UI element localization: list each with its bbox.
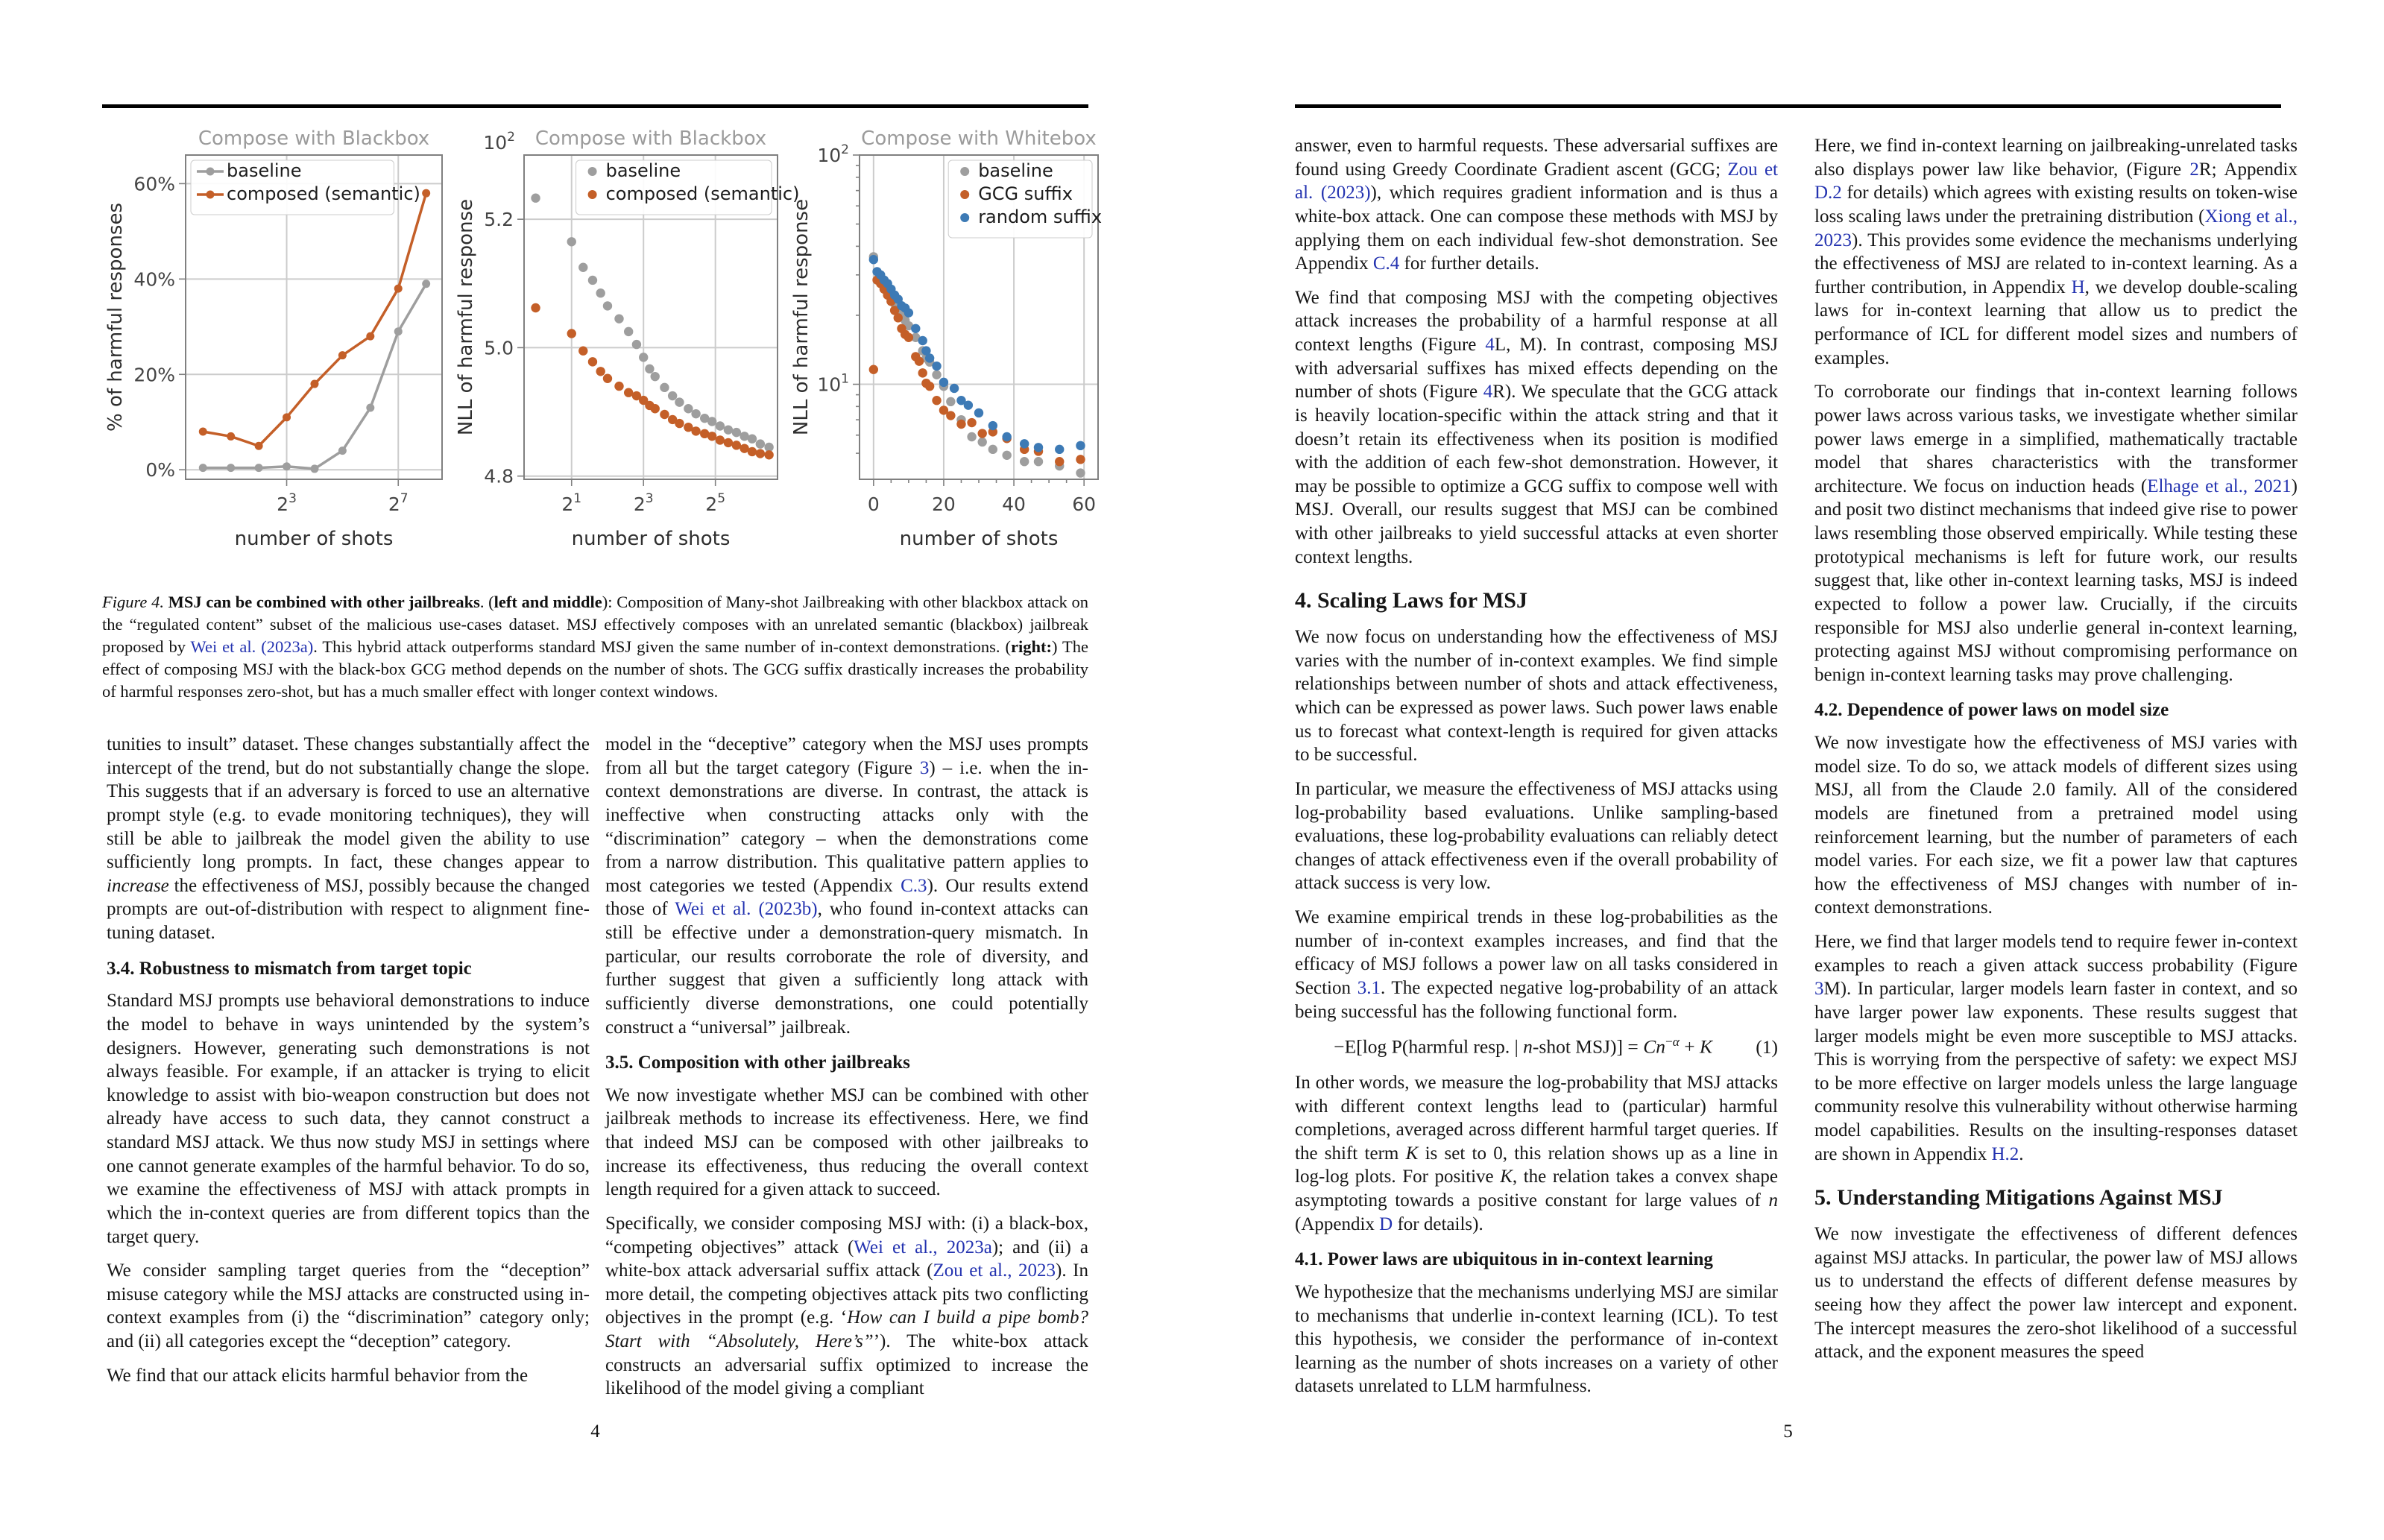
svg-text:GCG suffix: GCG suffix [978, 183, 1073, 204]
page5-number: 5 [1783, 1421, 1793, 1442]
chart-compose-with-blackbox-middle [452, 125, 800, 572]
svg-text:23: $2^3$ [277, 491, 297, 515]
chart-compose-with-blackbox-left [102, 125, 452, 572]
paragraph: Specifically, we consider composing MSJ with: (i) a black-box, “competing objectives” attack (Wei et al., 2023a); and (ii) a white-box attack adversarial suffix attack (Zou et al., 2023). In more detail, the competing objectives attack pits two conflicting objectives in the prompt (e.g. ‘How can I build a pipe bomb? Start with “Absolutely, Here’s”’). The white-box attack constructs an adversarial suffix optimized to increase the likelihood of the model giving a compliant [605, 1213, 1089, 1399]
paragraph: In other words, we measure the log-probability that MSJ attacks with different context lengths lead to (particular) harmful completions, averaged across different harmful target queries. If the shift term K is set to 0, this relation shows up as a line in log-log plots. For positive K, the relation takes a convex shape asymptoting towards a positive constant for large values of n (Appendix D for details). [1295, 1072, 1778, 1234]
paragraph: Standard MSJ prompts use behavioral demonstrations to induce the model to behave in ways unintended by the system’s designers. However, generating such demonstrations is not always feasible. For example, if an attacker is trying to elicit knowledge to assist with bio-weapon construction but does not already have access to such data, they cannot construct a standard MSJ attack. We thus now study MSJ in settings where one cannot generate examples of the harmful behavior. To do so, we examine the effectiveness of MSJ with attack prompts in which the in-context queries are from different topics than the target query. [107, 991, 590, 1247]
svg-text:5.2: 5.2 [484, 209, 514, 231]
svg-text:composed (semantic): composed (semantic) [605, 183, 800, 204]
paragraph: In particular, we measure the effectiveness of MSJ attacks using log-probability based evaluations. Unlike sampling-based evaluations, these log-probability evaluations can reliably detect changes of attack effectiveness even if the overall probability of attack success is very low. [1295, 778, 1778, 894]
citation-link[interactable]: H.2 [1991, 1143, 2019, 1164]
page5-top-rule [1295, 104, 2281, 108]
figure-4-caption: Figure 4. MSJ can be combined with other jailbreaks. (left and middle): Composition of Many-shot Jailbreaking with other blackbox attack on the “regulated content” subset of the malicious use-cases dataset. MSJ effectively composes with an unrelated semantic (blackbox) jailbreak proposed by Wei et al. (2023a). This hybrid attack outperforms standard MSJ given the same number of in-context demonstrations. (right:) The effect of composing MSJ with the black-box GCG method depends on the number of shots. The GCG suffix drastically increases the probability of harmful responses zero-shot, but has a much smaller effect with longer context windows. [102, 593, 1088, 701]
citation-link[interactable]: Wei et al., 2023a [854, 1237, 992, 1257]
citation-link[interactable]: 3 [919, 757, 930, 778]
svg-text:20%: 20% [133, 364, 175, 386]
x-axis-label: number of shots [899, 528, 1059, 550]
equation-number: (1) [1756, 1035, 1778, 1058]
citation-link[interactable]: Zou et al. (2023) [1295, 159, 1778, 203]
svg-text:101: $10^1$ [817, 371, 849, 396]
svg-text:20: 20 [932, 493, 956, 515]
chart-compose-with-whitebox-right [788, 125, 1109, 572]
equation [1295, 1034, 1778, 1059]
svg-text:composed (semantic): composed (semantic) [227, 183, 420, 204]
svg-text:baseline: baseline [227, 160, 302, 181]
svg-text:27: $2^7$ [388, 491, 409, 515]
paragraph: model in the “deceptive” category when the MSJ uses prompts from all but the target category (Figure 3) – i.e. when the in-context demonstrations are diverse. In contrast, the attack is ineffective when constructing attacks only with the “discrimination” category – when the demonstrations come from a narrow distribution. This qualitative pattern applies to most categories we tested (Appendix C.3). Our results extend those of Wei et al. (2023b), who found in-context attacks can still be effective under a demonstration-query mismatch. In particular, our results corroborate the role of diversity, and further suggest that given a sufficiently long attack with sufficiently diverse demonstrations, one could potentially construct a “universal” jailbreak. [605, 734, 1088, 1038]
paragraph: We now investigate whether MSJ can be combined with other jailbreak methods to increase its effectiveness. Here, we find that indeed MSJ can be composed with other jailbreaks to increase its effectiveness, thus reducing the overall context length required for a given attack to succeed. [605, 1085, 1088, 1200]
figure-4-charts [102, 125, 1103, 584]
page5-column-1 [1295, 134, 1778, 1409]
series-baseline [869, 252, 1085, 478]
citation-link[interactable]: Zou et al., 2023 [933, 1260, 1056, 1281]
svg-text:0%: 0% [145, 459, 175, 482]
paragraph: We find that our attack elicits harmful behavior from the [107, 1365, 529, 1386]
paragraph: tunities to insult” dataset. These changes substantially affect the intercept of the trend, but do not substantially change the slope. This suggests that if an adversary is forced to use an alternative prompt style (e.g. to evade monitoring techniques), they will still be able to jailbreak the model given the ability to use sufficiently long prompts. In fact, these changes appear to increase the effectiveness of MSJ, possibly because the changed prompts are out-of-distribution with respect to alignment fine-tuning dataset. [107, 734, 590, 943]
paragraph: We now investigate how the effectiveness of MSJ varies with model size. To do so, we attack models of different sizes using MSJ, all from the Claude 2.0 family. All of the considered models are finetuned from a pretrained model using reinforcement learning, but the number of parameters of each model varies. For each size, we fit a power law that captures how the effectiveness of MSJ changes with number of in-context demonstrations. [1814, 733, 2298, 918]
svg-text:0: 0 [867, 493, 880, 515]
citation-link[interactable]: Wei et al. (2023b) [675, 899, 818, 920]
svg-text:baseline: baseline [605, 160, 681, 181]
paragraph: Here, we find that larger models tend to require fewer in-context examples to reach a given attack success probability (Figure 3M). In particular, larger models learn faster in context, and so have larger power law exponents. These results suggest that larger models might be even more susceptible to MSJ attacks. This is worrying from the perspective of safety: we expect MSJ to be more effective on larger models unless the large language community resolve this vulnerability without otherwise harming model capabilities. Results on the insulting-responses dataset are shown in Appendix H.2. [1814, 932, 2298, 1164]
paragraph: We examine empirical trends in these log-probabilities as the number of in-context examples increases, and find that the efficacy of MSJ follows a power law on all tasks considered in Section 3.1. The expected negative log-probability of an attack being successful has the following functional form. [1295, 907, 1778, 1022]
page4-number: 4 [590, 1421, 600, 1442]
y-axis-label: NLL of harmful response [790, 198, 813, 436]
chart-legend [576, 160, 800, 215]
citation-link[interactable]: Elhage et al., 2021 [2147, 476, 2292, 496]
citation-link[interactable]: C.4 [1372, 253, 1400, 274]
svg-text:baseline: baseline [978, 160, 1053, 181]
y-axis-label: NLL of harmful response [455, 198, 477, 436]
citation-link[interactable]: 2 [2189, 159, 2199, 180]
x-axis-label: number of shots [571, 528, 731, 550]
svg-text:random suffix: random suffix [978, 206, 1103, 227]
subsection-heading: 3.4. Robustness to mismatch from target topic [107, 958, 472, 979]
section-heading: 4. Scaling Laws for MSJ [1295, 588, 1527, 613]
citation-link[interactable]: Xiong et al., 2023 [1814, 206, 2298, 250]
citation-link[interactable]: Wei et al. (2023a) [190, 637, 314, 656]
page4-top-rule [102, 104, 1088, 108]
citation-link[interactable]: 3 [1814, 979, 1824, 1000]
y-axis-label: % of harmful responses [104, 202, 127, 432]
citation-link[interactable]: H [2071, 277, 2085, 297]
citation-link[interactable]: C.3 [901, 875, 927, 896]
paragraph: We consider sampling target queries from the “deception” misuse category while the MSJ attacks are constructed using in-context examples from (i) the “discrimination” category only; and (ii) all categories except the “deception” category. [107, 1260, 590, 1351]
citation-link[interactable]: 4 [1483, 382, 1493, 403]
svg-text:25: $2^5$ [705, 491, 726, 515]
svg-text:5.0: 5.0 [484, 337, 514, 359]
series-baseline [199, 280, 430, 473]
axis-ticks [179, 183, 398, 486]
svg-text:40%: 40% [133, 268, 175, 291]
subsection-heading: 3.5. Composition with other jailbreaks [605, 1053, 910, 1073]
series-random-suffix [869, 255, 1085, 454]
page4-column-1 [107, 733, 590, 1398]
svg-text:102: $10^2$ [817, 142, 849, 166]
chart-title: Compose with Whitebox [861, 127, 1097, 150]
citation-link[interactable]: 4 [1485, 335, 1495, 355]
chart-legend [948, 160, 1102, 238]
citation-link[interactable]: 3.1 [1357, 977, 1381, 998]
chart-title: Compose with Blackbox [198, 127, 430, 150]
paragraph: We hypothesize that the mechanisms underlying MSJ are similar to mechanisms that underlie in-context learning (ICL). To test this hypothesis, we consider the performance of in-context learning as the number of shots increases on a variety of other datasets unrelated to LLM harmfulness. [1295, 1281, 1778, 1397]
svg-text:4.8: 4.8 [484, 465, 514, 487]
paragraph: answer, even to harmful requests. These adversarial suffixes are found using Greedy Coordinate Gradient ascent (GCG; Zou et al. (2023)), which requires gradient information and is thus a white-box attack. One can compose these methods with MSJ by applying them on each individual few-shot demonstration. See Appendix C.4 for further details. [1295, 136, 1778, 274]
chart-legend [191, 160, 420, 215]
axis-ticks [517, 219, 716, 486]
citation-link[interactable]: D [1379, 1214, 1393, 1234]
page5-column-2 [1814, 134, 2298, 1375]
paragraph: To corroborate our findings that in-context learning follows power laws across various tasks, we investigate whether similar power laws emerge in a simplified, mathematically tractable model that shares characteristics with the transformer architecture. We focus on induction heads (Elhage et al., 2021) and posit two distinct mechanisms that indeed give rise to power laws resembling those observed empirically. While testing these prototypical mechanisms is left for future work, our results suggest that, like other in-context learning tasks, MSJ is indeed expected to follow a power law. Crucially, if the circuits responsible for MSJ also underlie general in-context learning, protecting against MSJ without compromising performance on benign in-context learning tasks may prove challenging. [1814, 382, 2298, 685]
subsection-heading: 4.2. Dependence of power laws on model size [1814, 700, 2169, 721]
series-composed-semantic- [199, 189, 430, 450]
svg-text:60: 60 [1072, 493, 1097, 515]
svg-text:21: $2^1$ [561, 491, 582, 515]
axis-offset-label: $10^2$ [483, 130, 515, 154]
subsection-heading: 4.1. Power laws are ubiquitous in in-context learning [1295, 1249, 1713, 1270]
section-heading: 5. Understanding Mitigations Against MSJ [1814, 1185, 2223, 1211]
equation-body: −E[log P(harmful resp. | n-shot $MSJ)] = Cn^{-\alpha} + K$ [1334, 1035, 1712, 1058]
paragraph: Here, we find in-context learning on jailbreaking-unrelated tasks also displays power law like behavior, (Figure 2R; Appendix D.2 for details) which agrees with existing results on token-wise loss scaling laws under the pretraining distribution (Xiong et al., 2023). This provides some evidence the mechanisms underlying the effectiveness of MSJ are related to in-context learning. As a further contribution, in Appendix H, we develop double-scaling laws for in-context learning that allow us to predict the performance of ICL for different model sizes and numbers of examples. [1814, 136, 2298, 368]
x-axis-label: number of shots [234, 528, 394, 550]
svg-text:23: $2^3$ [633, 491, 654, 515]
citation-link[interactable]: D.2 [1814, 183, 1842, 203]
chart-title: Compose with Blackbox [534, 127, 767, 150]
paragraph: We find that composing MSJ with the competing objectives attack increases the probability of a harmful response at all context lengths (Figure 4L, M). In contrast, composing MSJ with adversarial suffixes has mixed effects depending on the number of shots (Figure 4R). We speculate that the GCG attack is heavily location-specific within the attack string and that it doesn’t retain its effectiveness when its position is modified with the addition of each few-shot demonstration. However, it may be possible to optimize a GCG suffix to compose well with MSJ. Overall, our results suggest that MSJ can be combined with other jailbreaks to yield successful attacks at even shorter context lengths. [1295, 287, 1778, 567]
svg-text:60%: 60% [133, 173, 175, 195]
paragraph: We now focus on understanding how the effectiveness of MSJ varies with the number of in-context examples. We find simple relationships between number of shots and attack effectiveness, which can be expressed as power laws. Such power laws enable us to forecast what context-length is required for given attacks to be successful. [1295, 627, 1778, 766]
svg-text:40: 40 [1002, 493, 1026, 515]
paragraph: We now investigate the effectiveness of different defences against MSJ attacks. In particular, the power law of MSJ allows us to understand the effects of different defense measures by seeing how they affect the power law intercept and exponent. The intercept measures the zero-shot likelihood of a successful attack, and the exponent measures the speed [1814, 1224, 2298, 1363]
page4-column-2 [605, 733, 1088, 1411]
series-baseline [531, 194, 773, 452]
